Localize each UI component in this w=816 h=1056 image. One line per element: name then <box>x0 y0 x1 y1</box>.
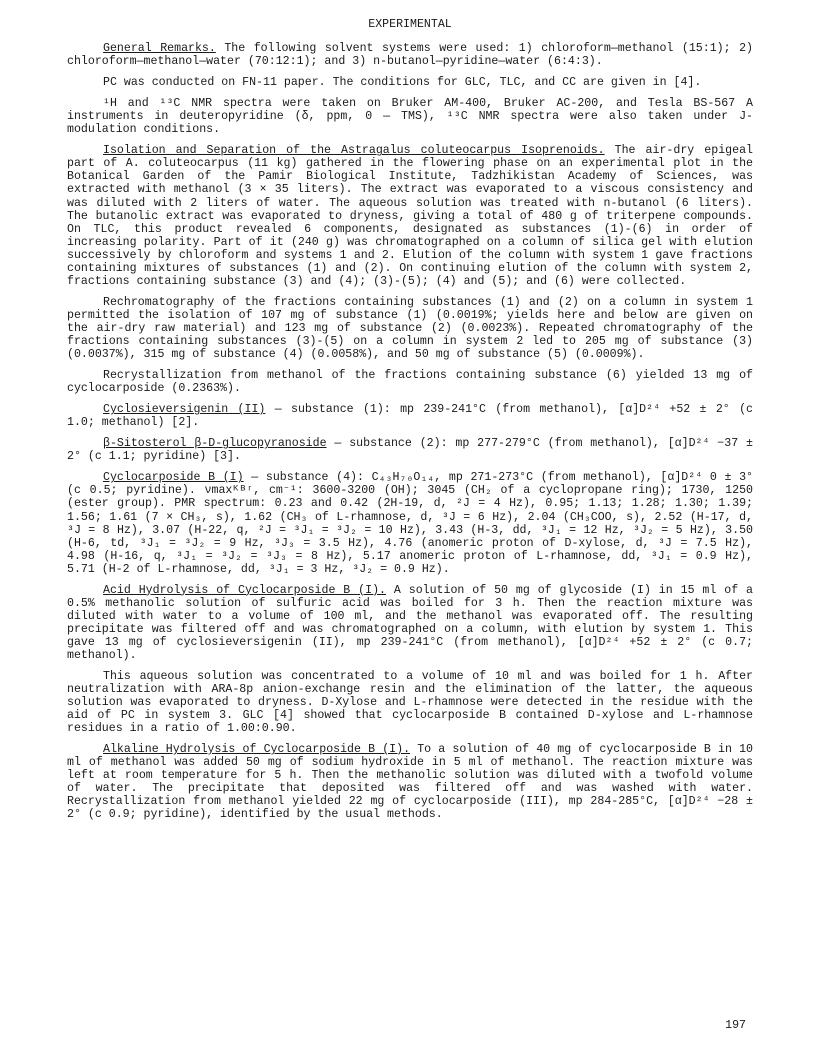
paragraph-text: ¹H and ¹³C NMR spectra were taken on Bruker AM-400, Bruker AC-200, and Tesla BS-567 A instruments in deuteropyridine (δ, ppm, 0 — TMS), ¹³C NMR spectra were also taken under J-modulation conditions. <box>67 97 753 137</box>
paragraph-text: — substance (4): C₄₃H₇₀O₁₄, mp 271-273°C (from methanol), [α]D²⁴ 0 ± 3° (c 0.5; pyridine). νmaxᴷᴮʳ, cm⁻¹: 3600-3200 (OH); 3045 (CH₂ of a cyclopropane ring); 1730, 1250 (ester group). PMR spectrum: 0.23 and 0.42 (2H-19, d, ²J = 4 Hz), 0.95; 1.13; 1.28; 1.30; 1.39; 1.56; 1.61 (7 × CH₃, s), 1.62 (CH₃ of L-rhamnose, d, ³J = 6 Hz), 2.04 (CH₃COO, s), 2.52 (H-17, d, ³J = 8 Hz), 3.07 (H-22, q, ²J = ³J₁ = ³J₂ = 10 Hz), 3.43 (H-3, dd, ³J₁ = 12 Hz, ³J₂ = 5 Hz), 3.50 (H-6, td, ³J₁ = ³J₂ = 9 Hz, ³J₃ = 3.5 Hz), 4.76 (anomeric proton of D-xylose, d, ³J = 7.5 Hz), 4.98 (H-16, q, ³J₁ = ³J₂ = ³J₃ = 8 Hz), 5.17 anomeric proton of L-rhamnose, dd, ³J₁ = 0.9 Hz), 5.71 (H-2 of L-rhamnose, dd, ³J₁ = 3 Hz, ³J₂ = 0.9 Hz). <box>67 471 754 576</box>
paragraph-text: — substance (1): mp 239-241°C (from methanol), [α]D²⁴ +52 ± 2° (c 1.0; methanol) [2]. <box>67 403 753 430</box>
paragraph-aqueous-solution <box>67 670 753 735</box>
paragraph-title: Acid Hydrolysis of Cyclocarposide B (I). <box>103 583 386 597</box>
paragraph-text: PC was conducted on FN-11 paper. The conditions for GLC, TLC, and CC are given in [4]. <box>103 76 702 90</box>
page-number: 197 <box>725 1019 746 1032</box>
paragraph-cyclocarposide-b <box>67 471 753 575</box>
paragraph-alkaline-hydrolysis <box>67 743 753 821</box>
paragraph-acid-hydrolysis <box>67 584 753 662</box>
paragraph-title: Alkaline Hydrolysis of Cyclocarposide B (I). <box>103 743 411 757</box>
paragraph-text: The following solvent systems were used: 1) chloroform—methanol (15:1); 2) chloroform—methanol—water (70:12:1); and 3) n-butanol—pyridine—water (6:4:3). <box>67 42 753 69</box>
paragraph-isolation <box>67 144 753 288</box>
paragraph-pc <box>67 76 753 89</box>
paragraph-nmr <box>67 97 753 136</box>
paragraph-title: Isolation and Separation of the Astragalus coluteocarpus Isoprenoids. <box>103 144 605 158</box>
paragraph-general-remarks <box>67 42 753 68</box>
paragraph-recrystallization <box>67 369 753 395</box>
paragraph-sitosterol <box>67 437 753 463</box>
paragraph-title: General Remarks. <box>103 42 216 56</box>
paragraph-title: β-Sitosterol β-D-glucopyranoside <box>103 437 327 451</box>
paragraph-title: Cyclocarposide B (I) <box>103 471 244 485</box>
paragraph-cyclosieversigenin <box>67 403 753 429</box>
paragraph-text: To a solution of 40 mg of cyclocarposide B in 10 ml of methanol was added 50 mg of sodium hydroxide in 5 ml of methanol. The reaction mixture was left at room temperature for 5 h. Then the methanolic solution was diluted with a twofold volume of water. The precipitate that deposited was filtered off and was washed with water. Recrystallization from methanol yielded 22 mg of cyclocarposide (III), mp 284-285°C, [α]D²⁴ −28 ± 2° (c 0.9; pyridine), identified by the usual methods. <box>67 743 754 822</box>
paragraph-text: This aqueous solution was concentrated to a volume of 10 ml and was boiled for 1 h. After neutralization with ARA-8p anion-exchange resin and the elimination of the latter, the aqueous solution was evaporated to dryness. D-Xylose and L-rhamnose were detected in the residue with the aid of PC in system 3. GLC [4] showed that cyclocarposide B contained D-xylose and L-rhamnose residues in a ratio of 1.00:0.90. <box>67 670 753 736</box>
paragraph-text: Rechromatography of the fractions containing substances (1) and (2) on a column in system 1 permitted the isolation of 107 mg of substance (1) (0.0019%; yields here and below are given on the air-dry raw material) and 123 mg of substance (2) (0.0023%). Repeated chromatography of the fractions containing substances (3)-(5) on a column in system 2 led to 205 mg of substance (3) (0.0037%), 315 mg of substance (4) (0.0058%), and 50 mg of substance (5) (0.0009%). <box>67 295 753 362</box>
paragraph-rechromatography <box>67 296 753 361</box>
paragraph-title: Cyclosieversigenin (II) <box>103 403 266 417</box>
paragraph-text: The air-dry epigeal part of A. coluteocarpus (11 kg) gathered in the flowering phase on an experimental plot in the Botanical Garden of the Pamir Biological Institute, Tadzhikistan Academy of Sciences, was extracted with methanol (3 × 35 liters). The extract was evaporated to a viscous consistency and was diluted with 2 liters of water. The aqueous solution was treated with n-butanol (6 liters). The butanolic extract was evaporated to dryness, giving a total of 480 g of triterpene compounds. On TLC, this product revealed 6 components, designated as substances (1)-(6) in order of increasing polarity. Part of it (240 g) was chromatographed on a column of silica gel with elution successively by chloroform and systems 1 and 2. Elution of the column with system 1 gave fractions containing mixtures of substances (1) and (2). On continuing elution of the column with system 2, fractions containing substance (3) and (4); (3)-(5); (4) and (5); and (6) were collected. <box>67 144 753 288</box>
paragraph-text: Recrystallization from methanol of the fractions containing substance (6) yielded 13 mg of cyclocarposide (0.2363%). <box>67 369 753 396</box>
paragraph-text: — substance (2): mp 277-279°C (from methanol), [α]D²⁴ −37 ± 2° (c 1.1; pyridine) [3]. <box>67 437 753 464</box>
paragraph-text: A solution of 50 mg of glycoside (I) in 15 ml of a 0.5% methanolic solution of sulfuric acid was boiled for 3 h. Then the reaction mixture was diluted with water to a volume of 100 ml, and the methanol was evaporated off. The resulting precipitate was filtered off and was chromatographed on a column, with elution by system 1. This gave 13 mg of cyclosieversigenin (II), mp 239-241°C (from methanol), [α]D²⁴ +52 ± 2° (c 0.7; methanol). <box>67 583 753 662</box>
document-page <box>67 18 753 830</box>
section-heading: EXPERIMENTAL <box>368 18 452 31</box>
